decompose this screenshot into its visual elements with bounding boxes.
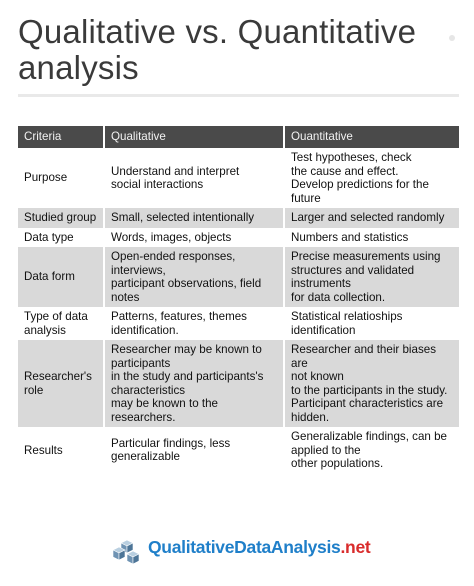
header-quantitative: Ouantitative [284,126,459,148]
page-title [18,14,458,86]
cell-quantitative [284,340,459,427]
cell-qualitative [104,228,284,248]
cell-text-line: role [24,383,44,397]
table-row [18,307,459,340]
cell-text-line: Participant characteristics are [291,397,444,410]
cell-text-line: not known [291,370,344,383]
cell-text-line: Statistical relatioships [291,310,403,323]
cell-text-line: Test hypotheses, check [291,151,412,164]
table-row [18,208,459,228]
cell-qualitative [104,427,284,474]
brand-main: QualitativeDataAnalysis [148,537,341,557]
cell-text-line: analysis [24,323,66,337]
cell-text-line: hidden. [291,410,330,424]
brand-tld: .net [340,537,371,557]
cell-qualitative [104,208,284,228]
cell-qualitative [104,247,284,307]
table-header-row [18,126,459,148]
cell-text-line: participants [111,356,171,370]
cell-criteria [18,427,104,474]
cell-quantitative [284,228,459,248]
cell-qualitative [104,307,284,340]
cell-text-line: structures and validated [291,263,415,277]
cell-text-line: generalizable [111,450,180,464]
cell-criteria [18,307,104,340]
table-row [18,340,459,427]
cell-text-line: Understand and interpret [111,164,240,178]
cell-quantitative [284,208,459,228]
cell-text-line: Open-ended responses, [111,250,236,263]
cell-text-line: identification [291,323,356,337]
cell-qualitative [104,340,284,427]
cell-text-line: Data form [24,270,75,284]
cell-text-line: instruments [291,277,351,290]
more-dot-icon [449,35,455,41]
cell-text-line: may be known to the [111,397,218,410]
table-row [18,247,459,307]
cell-quantitative [284,307,459,340]
cell-criteria [18,340,104,427]
cell-quantitative [284,148,459,208]
cell-text-line: notes [111,290,140,304]
cell-text-line: Patterns, features, themes [111,310,247,323]
cell-criteria [18,148,104,208]
cell-text-line: interviews, [111,263,166,277]
cubes-icon [109,529,145,565]
cell-text-line: Numbers and statistics [291,230,409,244]
cell-text-line: characteristics [111,383,186,397]
cell-text-line: social interactions [111,178,204,191]
cell-text-line: participant observations, field [111,277,262,290]
header-qualitative: Qualitative [104,126,284,148]
cell-text-line: in the study and participants's [111,370,264,383]
title-divider [18,94,459,97]
table-row [18,148,459,208]
cell-qualitative [104,148,284,208]
cell-criteria [18,208,104,228]
cell-quantitative [284,247,459,307]
cell-text-line: Words, images, objects [111,230,232,244]
cell-quantitative [284,427,459,474]
cell-text-line: Purpose [24,171,68,185]
cell-text-line: Precise measurements using [291,250,441,263]
cell-text-line: identification. [111,323,179,337]
cell-text-line: other populations. [291,457,384,470]
title-line-2: analysis [18,49,139,86]
cell-text-line: Larger and selected randomly [291,211,445,224]
cell-text-line: Researcher and their biases are [291,343,437,370]
cell-text-line: Researcher may be known to [111,343,262,356]
cell-text-line: Particular findings, less [111,436,231,450]
cell-text-line: future [291,191,321,205]
cell-text-line: Researcher's [24,370,92,383]
table-row [18,228,459,248]
cell-text-line: Generalizable findings, can be [291,430,447,443]
cell-text-line: applied to the [291,443,361,457]
cell-text-line: Develop predictions for the [291,178,429,191]
table-row [18,427,459,474]
cell-text-line: Results [24,443,63,457]
cell-criteria [18,228,104,248]
cell-text-line: Data type [24,230,74,244]
cell-text-line: Type of data [24,310,88,323]
cell-text-line: for data collection. [291,290,386,304]
cell-criteria [18,247,104,307]
header-criteria: Criteria [18,126,104,148]
title-line-1: Qualitative vs. Quantitative [18,13,417,50]
comparison-table [18,126,459,474]
cell-text-line: researchers. [111,410,176,424]
cell-text-line: Studied group [24,211,97,224]
cell-text-line: Small, selected intentionally [111,211,255,224]
cell-text-line: the cause and effect. [291,164,399,178]
brand-name [148,537,370,558]
cell-text-line: to the participants in the study. [291,383,448,397]
